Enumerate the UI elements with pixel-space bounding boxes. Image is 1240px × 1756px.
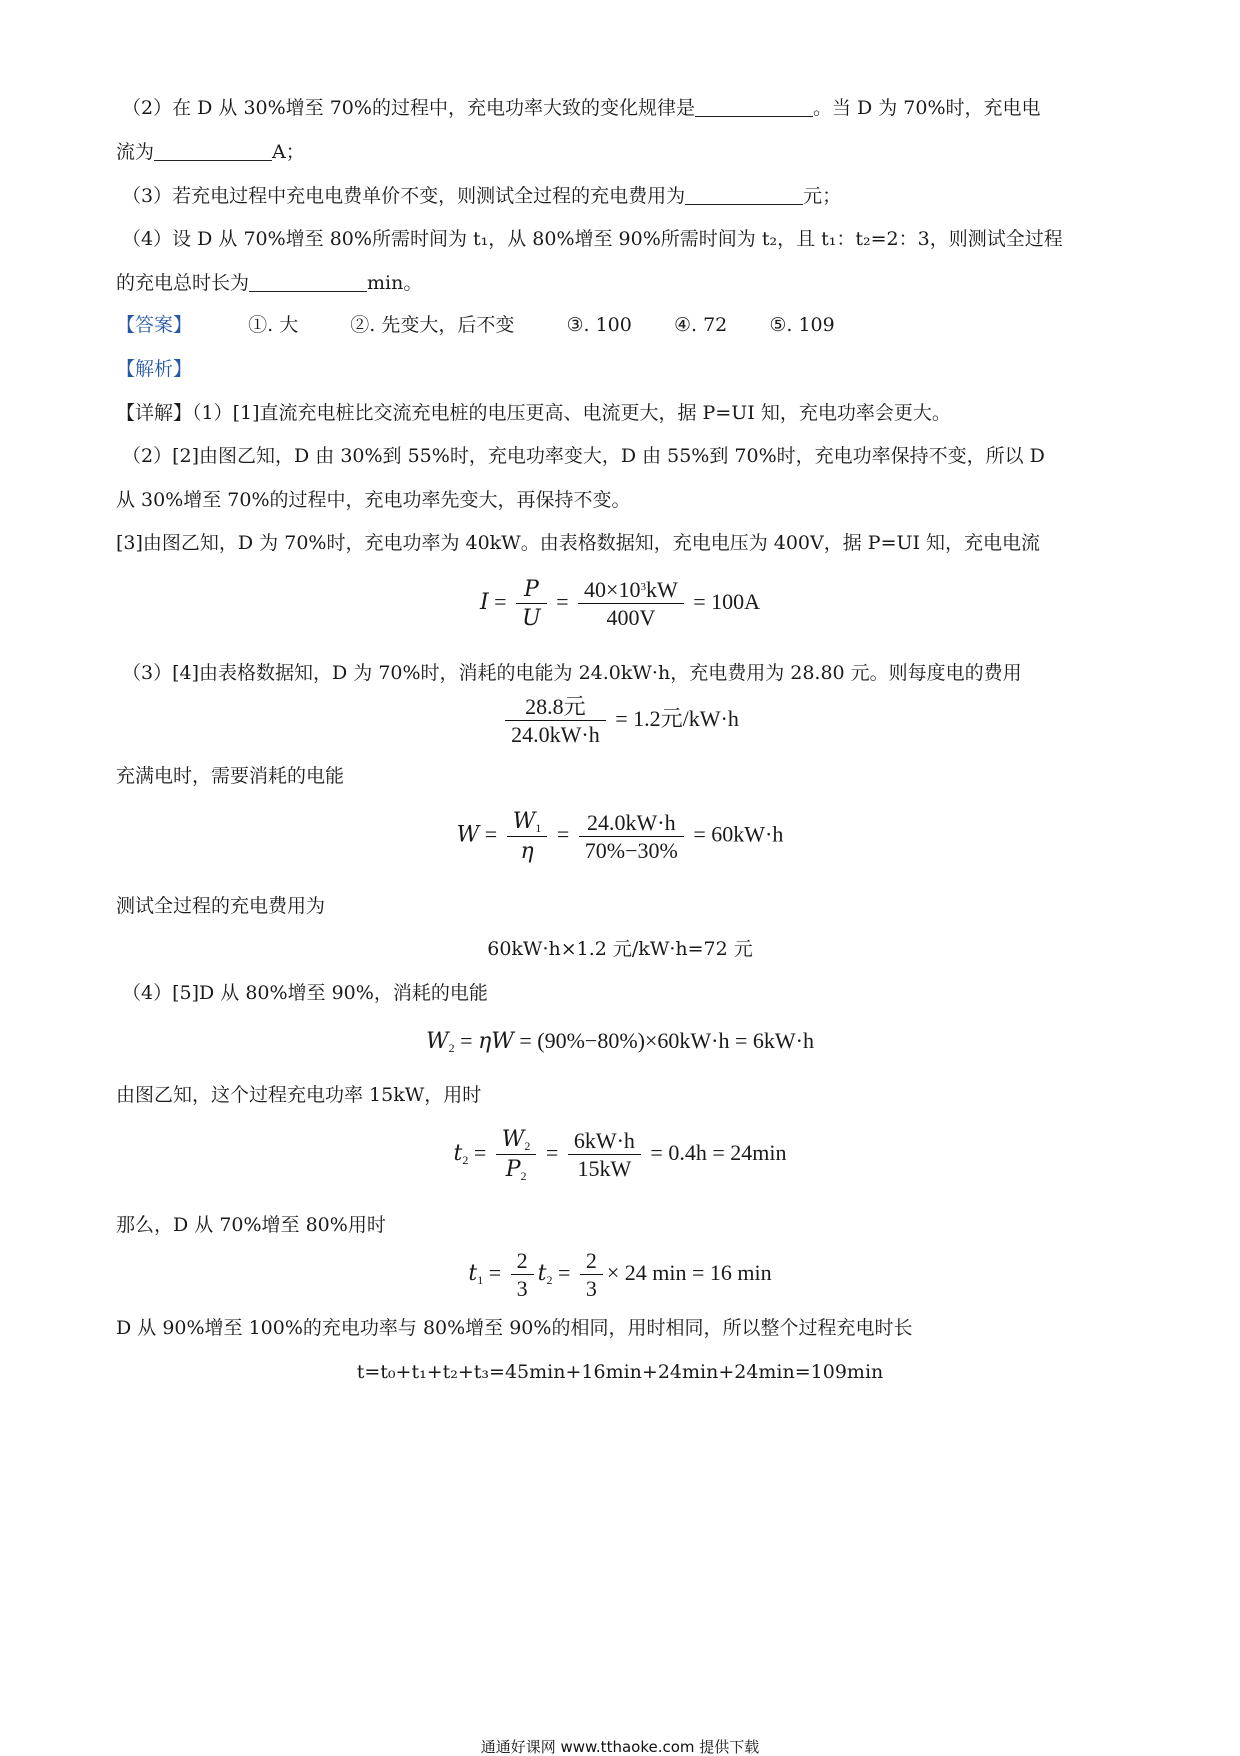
detail-label: 【详解】 — [116, 402, 193, 424]
answer-row — [116, 316, 835, 335]
question-2-line-2 — [116, 142, 305, 162]
answer-blank-2 — [154, 142, 272, 161]
equation-total-cost: 60kW·h×1.2 元/kW·h=72 元 — [487, 938, 753, 960]
equation-current: I = $\frac{P}{U}$ = $\frac{40\times 10^3kW}{400V}$ = 100A — [479, 577, 761, 631]
equation-total-time: t=t₀+t₁+t₂+t₃=45min+16min+24min+24min=109min — [356, 1361, 884, 1383]
answer-item-5: ⑤. 109 — [769, 314, 835, 336]
answer-item-1: ①. 大 — [248, 314, 299, 336]
detail-paragraph-9: 那么，D 从 70%增至 80%用时 — [116, 1214, 386, 1236]
detail-paragraph-10: D 从 90%增至 100%的充电功率与 80%增至 90%的相同，用时相同，所以整个过程充电时长 — [116, 1317, 913, 1339]
answer-blank-3 — [685, 186, 803, 205]
answer-item-3: ③. 100 — [566, 314, 632, 336]
answer-label: 【答案】 — [116, 314, 193, 336]
question-2-line-1 — [122, 98, 1041, 118]
question-4-line-2 — [116, 273, 422, 293]
question-3-text: （3）若充电过程中充电电费单价不变，则测试全过程的充电费用为 — [122, 185, 686, 207]
equation-t1: $t_1$ = $\frac{2}{3}$ $t_2$ = $\frac{2}{3}$ × 24 min = 16 min — [468, 1248, 772, 1301]
detail-paragraph-6: 测试全过程的充电费用为 — [116, 895, 326, 917]
detail-paragraph-4: （3）[4]由表格数据知，D 为 70%时，消耗的电能为 24.0kW·h，充电费用为 28.80 元。则每度电的费用 — [122, 662, 1022, 684]
question-2-text: （2）在 D 从 30%增至 70%的过程中，充电功率大致的变化规律是 — [122, 97, 695, 119]
answer-blank-4 — [249, 273, 367, 292]
equation-total-energy: W = $\frac{W_1}{\eta}$ = $\frac{24.0kW\cdot h}{70\%-30\%}$ = 60kW·h — [456, 809, 784, 864]
answer-item-2: ②. 先变大，后不变 — [350, 314, 515, 336]
equation-w2: $W_2 = \eta W = (90\%-80\%)\times 60kW\cdot h = 6kW\cdot h$ — [426, 1028, 814, 1055]
equation-unit-price: $\frac{\text{28.8元}}{24.0kW\cdot h}$ = 1.2元/kW·h — [0, 696, 1240, 746]
question-4-line-1: （4）设 D 从 70%增至 80%所需时间为 t₁，从 80%增至 90%所需时间为 t₂，且 t₁：t₂=2：3，则测试全过程 — [122, 228, 1063, 250]
detail-p1-text: （1）[1]直流充电桩比交流充电桩的电压更高、电流更大，据 P=UI 知，充电功率会更大。 — [192, 402, 951, 424]
question-2-line-2-text: 流为 — [116, 141, 155, 163]
question-4-unit: min。 — [367, 272, 423, 294]
question-3 — [122, 186, 841, 206]
detail-paragraph-7: （4）[5]D 从 80%增至 90%，消耗的电能 — [122, 982, 488, 1004]
answer-item-4: ④. 72 — [673, 314, 728, 336]
detail-paragraph-5: 充满电时，需要消耗的电能 — [116, 765, 345, 787]
detail-paragraph-3: [3]由图乙知，D 为 70%时，充电功率为 40kW。由表格数据知，充电电压为 400V，据 P=UI 知，充电电流 — [116, 532, 1041, 554]
equation-t2: $t_2$ = $\frac{W_2}{P_2}$ = $\frac{6kW\cdot h}{15kW}$ = 0.4h = 24min — [453, 1127, 787, 1183]
detail-paragraph-2a: （2）[2]由图乙知，D 由 30%到 55%时，充电功率变大，D 由 55%到 70%时，充电功率保持不变，所以 D — [122, 445, 1045, 467]
question-4-line-2-text: 的充电总时长为 — [116, 272, 250, 294]
question-3-unit: 元； — [803, 185, 842, 207]
detail-paragraph-8: 由图乙知，这个过程充电功率 15kW，用时 — [116, 1084, 482, 1106]
detail-paragraph-2b: 从 30%增至 70%的过程中，充电功率先变大，再保持不变。 — [116, 489, 631, 511]
detail-paragraph-1 — [116, 404, 951, 423]
question-2-text-cont: 。当 D 为 70%时，充电电 — [812, 97, 1041, 119]
footer-source: 通通好课网 www.tthaoke.com 提供下载 — [480, 1738, 760, 1756]
answer-blank-1 — [695, 98, 813, 117]
analysis-label: 【解析】 — [116, 358, 193, 380]
question-2-unit: A； — [272, 141, 305, 163]
